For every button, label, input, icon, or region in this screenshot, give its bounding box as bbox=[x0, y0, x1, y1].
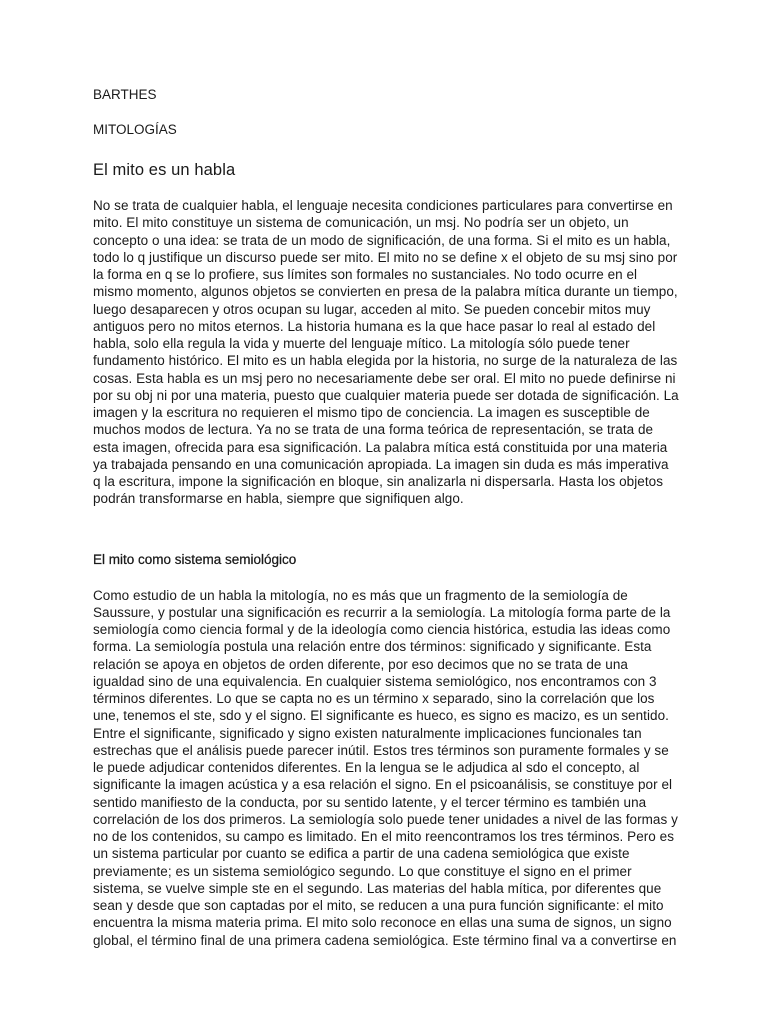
section-heading-mito-habla: El mito es un habla bbox=[93, 161, 236, 179]
section-paragraph-sistema-semiologico: Como estudio de un habla la mitología, no es más que un fragmento de la semiología de Saussure, y postular una significación es recurrir a la semiología. La mitología forma parte de la semiología como ciencia formal y de la ideología como ciencia histórica, estudia las ideas como forma. La semiología postula una relación entre dos términos: significado y significante. Esta relación se apoya en objetos de orden diferente, por eso decimos que no se trata de una igualdad sino de una equivalencia. En cualquier sistema semiológico, nos encontramos con 3 términos diferentes. Lo que se capta no es un término x separado, sino la correlación que los une, tenemos el ste, sdo y el signo. El significante es hueco, es signo es macizo, es un sentido. Entre el significante, significado y signo existen naturalmente implicaciones funcionales tan estrechas que el análisis puede parecer inútil. Estos tres términos son puramente formales y se le puede adjudicar contenidos diferentes. En la lengua se le adjudica al sdo el concepto, al significante la imagen acústica y a esa relación el signo. En el psicoanálisis, se constituye por el sentido manifiesto de la conducta, por su sentido latente, y el tercer término es también una correlación de los dos primeros. La semiología solo puede tener unidades a nivel de las formas y no de los contenidos, su campo es limitado. En el mito reencontramos los tres términos. Pero es un sistema particular por cuanto se edifica a partir de una cadena semiológica que existe previamente; es un sistema semiológico segundo. Lo que constituye el signo en el primer sistema, se vuelve simple ste en el segundo. Las materias del habla mítica, por diferentes que sean y desde que son captadas por el mito, se reducen a una pura función significante: el mito encuentra la misma materia prima. El mito solo reconoce en ellas una suma de signos, un signo global, el término final de una primera cadena semiológica. Este término final va a convertirse en bbox=[93, 587, 678, 948]
section-heading-sistema-semiologico: El mito como sistema semiológico bbox=[93, 551, 297, 567]
book-title: MITOLOGÍAS bbox=[93, 122, 177, 137]
section-paragraph-mito-habla: No se trata de cualquier habla, el lenguaje necesita condiciones particulares para convertirse en mito. El mito constituye un sistema de comunicación, un msj. No podría ser un objeto, un concepto o una idea: se trata de un modo de significación, de una forma. Si el mito es un habla, todo lo q justifique un discurso puede ser mito. El mito no se define x el objeto de su msj sino por la forma en q se lo profiere, sus límites son formales no sustanciales. No todo ocurre en el mismo momento, algunos objetos se convierten en presa de la palabra mítica durante un tiempo, luego desaparecen y otros ocupan su lugar, acceden al mito. Se pueden concebir mitos muy antiguos pero no mitos eternos. La historia humana es la que hace pasar lo real al estado del habla, solo ella regula la vida y muerte del lenguaje mítico. La mitología sólo puede tener fundamento histórico. El mito es un habla elegida por la historia, no surge de la naturaleza de las cosas. Esta habla es un msj pero no necesariamente debe ser oral. El mito no puede definirse ni por su obj ni por una materia, puesto que cualquier materia puede ser dotada de significación. La imagen y la escritura no requieren el mismo tipo de conciencia. La imagen es susceptible de muchos modos de lectura. Ya no se trata de una forma teórica de representación, se trata de esta imagen, ofrecida para esa significación. La palabra mítica está constituida por una materia ya trabajada pensando en una comunicación apropiada. La imagen sin duda es más imperativa q la escritura, impone la significación en bloque, sin analizarla ni dispersarla. Hasta los objetos podrán transformarse en habla, siempre que signifiquen algo. bbox=[93, 198, 679, 507]
document-body bbox=[93, 86, 679, 949]
author-name: BARTHES bbox=[93, 87, 157, 102]
